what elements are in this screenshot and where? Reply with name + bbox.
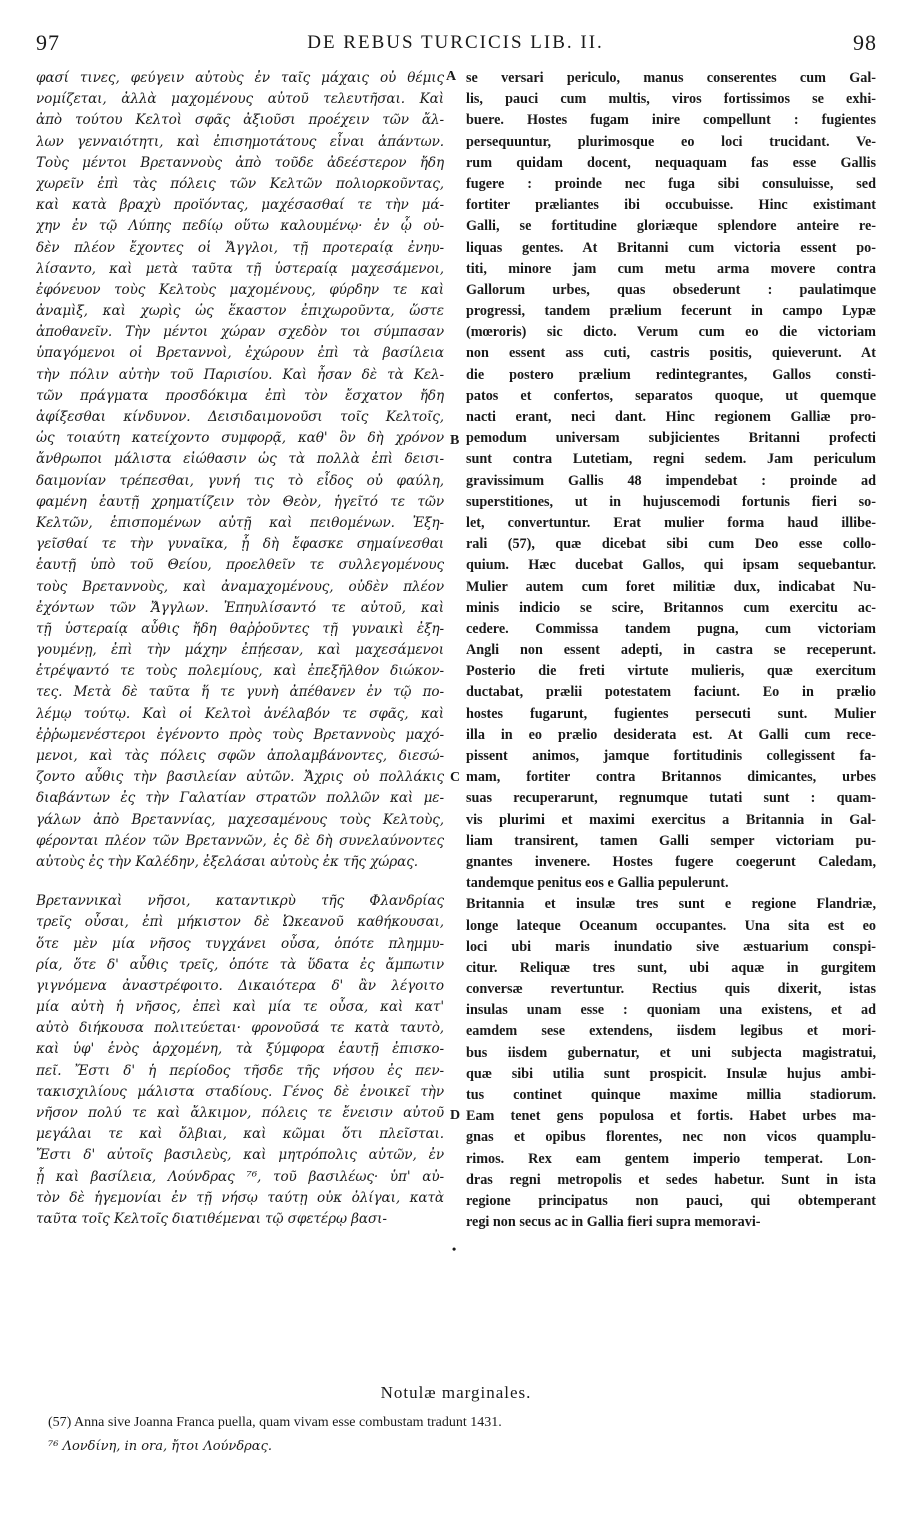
text-line: bus iisdem gubernatur, et uni subjecta magistratui, [466,1044,876,1061]
text-line: μεγάλαι τε καὶ ὄλβιαι, καὶ κῶμαι ὅτι πλεῖσται. [36,1126,444,1143]
paragraph-gap [36,873,444,891]
margin-marker-d: D [450,1108,461,1123]
margin-marker-b: B [450,433,460,448]
text-line: χωρεῖν ἐπὶ τὰς πόλεις τῶν Κελτῶν πολιορκοῦντας, [36,175,444,192]
text-line: Mulier autem cum foret militiæ dux, indicabat Nu- [466,578,876,595]
text-line: non essent ass cuti, castris positis, quieverunt. At [466,345,876,362]
text-line: eamdem sese extendens, iisdem legibus et mori- [466,1023,876,1040]
text-line: ζοντο αὖθις τὴν βασιλείαν αὐτῶν. Ἄχρις οὐ πολλάκις [36,769,444,786]
text-line: Τοὺς μέντοι Βρεταννοὺς ἀπὸ τοῦδε ἀδεέστερον ἤδη [36,154,444,171]
text-line: illa in eo prælio desiderata est. At Galli cum rece- [466,726,876,743]
text-line: τρεῖς οὖσαι, ἐπὶ μήκιστον δὲ Ὠκεανοῦ καθήκουσαι, [36,914,444,931]
text-line: regione principatus non pauci, qui obtemperant [466,1192,876,1209]
text-line: μία αὐτὴ ἡ νῆσος, ἐπεὶ καὶ μία τε οὖσα, καὶ κατ' [36,999,444,1016]
notes-title: Notulæ marginales. [380,1383,532,1402]
text-line: ὡς τοιαύτη κατείχοντο συμφορᾷ, καθ' ὃν δὴ χρόνον [36,430,444,447]
text-line: δὲν πλέον ἔχοντες οἱ Ἄγγλοι, τῇ προτεραίᾳ ἐνηυ- [36,239,444,256]
text-line: λέμῳ τούτῳ. Καὶ οἱ Κελτοὶ ἀνέλαβόν τε σφᾶς, καὶ [36,705,444,722]
text-line: χην ἐν τῷ Λύπης πεδίῳ οὕτω καλουμένῳ· ἐν ᾧ οὐ- [36,218,444,235]
text-line: fugere : proinde nec fuga sibi consuluisse, sed [466,175,876,192]
text-line: λων γενναιότητι, καὶ ἐπισημοτάτους εἶναι ἁπάντων. [36,133,444,150]
text-line: gnantes invenere. Hostes fugere coegerunt Caledam, [466,853,876,870]
text-line: rimos. Rex eam gentem imperio temperat. Lon- [466,1150,876,1167]
text-line: ἀφίξεσθαι κίνδυνον. Δεισιδαιμονοῦσι τοῖς Κελτοῖς, [36,409,444,425]
text-line: καὶ ὑφ' ἑνὸς ἀρχομένη, τὰ ξύμφορα ἑαυτῇ ἐπισκο- [36,1041,444,1058]
text-line: ductabat, prælii potestatem faciunt. Eo in prælio [466,684,876,701]
page-header [28,30,883,60]
text-line: rum quidam docent, nequaquam fas esse Gallis [466,154,876,171]
text-line: dras regni metropolis et sedes habetur. Sunt in ista [466,1171,876,1188]
margin-marker-dot: • [452,1242,457,1256]
text-line: mam, fortiter contra Britannos dimicantes, urbes [466,769,876,786]
text-line: nacti erant, neci dant. Hinc regionem Galliæ pro- [466,409,876,425]
text-line: superstitiones, ut in hujuscemodi fortunis fieri so- [466,493,876,510]
text-line: ἐχόντων τῶν Ἄγγλων. Ἐπηυλίσαντό τε αὐτοῦ, καὶ [36,599,444,616]
text-line: ἑαυτῇ ὑπὸ τοῦ Θείου, προελθεῖν τε συλλεγομένους [36,557,444,574]
text-line: Ἔστι δ' αὐτοῖς βασιλεὺς, καὶ μητρόπολις αὐτῶν, ἐν [36,1147,444,1164]
text-line: δαιμονίαν τρέπεσθαι, γυνή τις τὸ εἶδος οὐ φαύλη, [36,472,444,489]
text-line: liam transirent, tamen Galli semper victoriam pu- [466,832,876,849]
text-line: loci ubi maris inundatio sive æstuarium conspi- [466,938,876,955]
text-line: ταῦτα τοῖς Κελτοῖς διατιθέμεναι τῷ σφετέρῳ βασι- [36,1210,387,1227]
text-line: sunt contra Lutetiam, regni sedem. Jam periculum [466,451,876,468]
text-line: Galli, se fortitudine gloriæque splendore anteire re- [466,218,876,235]
text-line: φέρονται πλέον τῶν Βρεταννῶν, ἐς δὲ δὴ συνελαύνοντες [36,832,444,849]
text-line: ἐῤῥωμενέστεροι ἐγένοντο πρὸς τοὺς Βρεταννοὺς μαχό- [36,726,444,743]
footnote-57: (57) Anna sive Joanna Franca puella, quam vivam esse combustam tradunt 1431. [48,1415,502,1430]
text-line: vis plurimi et maximi exercitus a Britannia in Gal- [466,811,876,828]
text-line: ὅτε μὲν μία νῆσος τυγχάνει οὖσα, ὁπότε πλημμυ- [36,935,444,952]
text-line: lis, pauci cum multis, viros fortissimos se exhi- [466,91,876,108]
text-line: νῆσον πολύ τε καὶ ἄλκιμον, πόλεις τε ἔνεισιν αὐτοῦ [36,1105,444,1121]
text-line: καὶ κατὰ βραχὺ προϊόντας, μαχέσασθαί τε τὴν μά- [36,197,444,214]
text-line: pissent animos, jamque fortitudinis collegissent fa- [466,748,876,764]
text-line: ᾗ καὶ βασίλεια, Λούνδρας ⁷⁶, τοῦ βασιλέως· ὑπ' αὐ- [36,1168,444,1185]
text-line: αὐτοὺς ἐς τὴν Καλέδην, ἐξελάσαι αὐτοὺς ἐκ τῆς χώρας. [36,853,418,870]
page-number-right: 98 [853,30,877,55]
text-line: γεῖσθαί τε τὴν γυναῖκα, ᾗ δὴ ἔφασκε σημαίνεσθαι [36,536,444,553]
text-line: insulas unam esse : quoniam una existens, et ad [466,1002,876,1019]
text-line: διαβάντων ἐς τὴν Γαλατίαν στρατῶν πολλῶν καὶ με- [36,790,444,807]
page-number-left: 97 [36,30,60,55]
text-line: suas recuperarunt, regnumque tutati sunt : quam- [466,790,876,807]
text-line: ἀναμὶξ, καὶ χωρὶς ὡς ἕκαστον ἐπιχωροῦντα, ὥστε [36,303,444,320]
text-line: liquas gentes. At Britanni cum victoria essent po- [466,239,876,256]
text-line: rali (57), quæ dicebat sibi cum Deo esse collo- [466,536,876,553]
text-line: φασί τινες, φεύγειν αὐτοὺς ἐν ταῖς μάχαις οὐ θέμις [36,70,444,86]
text-line: ἄνθρωποι μάλιστα εἰώθασιν ὡς τὰ πολλὰ ἐπὶ δεισι- [36,451,444,468]
text-line: γιγνόμενα ἀναστρέφοιτο. Δικαιότερα δ' ἂν λέγοιτο [36,977,444,994]
text-line: let, convertuntur. Erat mulier forma haud illibe- [466,514,876,531]
text-line: μενοι, καὶ τὰς πόλεις σφῶν ἀπολαμβάνοντες, διεσώ- [36,748,444,764]
text-line: τακισχιλίους μάλιστα σταδίους. Γένος δὲ ἐνοικεῖ τὴν [36,1083,444,1100]
text-line: ἀποθανεῖν. Τὴν μέντοι χώραν σχεδὸν τοι σύμπασαν [36,324,444,341]
text-line: αὐτὸ διήκουσα πολιτεύεται· φρονοῦσά τε κατὰ ταυτὸ, [36,1020,444,1037]
text-line: se versari periculo, manus conserentes cum Gal- [466,70,876,86]
greek-column [36,68,444,1230]
text-line: longe lateque Oceanum occupantes. Una sita est eo [466,917,876,934]
margin-marker-c: C [450,770,461,785]
text-line: patos et confertos, separatos quoque, ut quemque [466,387,876,404]
text-line: regi non secus ac in Gallia fieri supra memoravi- [466,1214,761,1231]
text-line: Βρεταννικαὶ νῆσοι, καταντικρὺ τῆς Φλανδρίας [36,893,444,910]
text-line: Gallorum urbes, quas obsederunt : paulatimque [466,281,876,298]
text-line: fortiter præliantes ibi occubuisse. Hinc existimant [466,197,876,214]
text-line: ρία, ὅτε δ' αὖθις τρεῖς, ὁπότε τὰ ὕδατα ἐς ἄμπωτιν [36,956,444,973]
text-line: πεῖ. Ἔστι δ' ἡ περίοδος τῆσδε τῆς νήσου ἐς πεν- [36,1062,444,1079]
text-line: minis indicio se scire, Britannos cum exercitu ac- [466,599,876,616]
text-line: hostes fugarunt, fugientes persecuti sunt. Mulier [466,705,876,722]
text-line: titi, minore jam cum metu arma movere contra [466,260,876,277]
text-line: Eam tenet gens populosa et fortis. Habet urbes ma- [466,1108,876,1125]
text-line: ἐτρέψαντό τε τοὺς πολεμίους, καὶ ἐπεξῆλθον διώκον- [36,663,444,680]
footnote-76: ⁷⁶ Λονδίνη, in ora, ἤτοι Λούνδρας. [48,1439,272,1454]
text-line: τες. Μετὰ δὲ ταῦτα ἥ τε γυνὴ ἀπέθανεν ἐν τῷ πο- [36,684,444,701]
text-line: Angli non essent adepti, in castra se receperunt. [466,642,876,659]
text-line: γάλων ἀπὸ Βρεταννίας, μαχεσαμένους τοὺς Κελτοὺς, [36,811,444,828]
text-line: τὴν πόλιν αὐτὴν τοῦ Παρισίου. Καὶ ἦσαν δὲ τὰ Κελ- [36,366,444,383]
running-title: DE REBUS TURCICIS LIB. II. [307,32,604,53]
latin-column [466,68,876,1233]
text-line: Κελτῶν, ἑπισπομένων αὐτῇ καὶ πειθομένων. Ἐξη- [36,514,444,531]
text-line: (mœroris) sic dicto. Verum cum eo die victoriam [466,324,876,341]
text-line: ἐφόνευον τοὺς Κελτοὺς μαχομένους, φύρδην τε καὶ [36,281,444,298]
text-line: die postero prælium redintegrantes, Gallos consti- [466,366,876,383]
text-line: buere. Hostes fugam inire compellunt : fugientes [466,112,876,129]
margin-marker-a: A [446,69,457,84]
text-line: pemodum universam subjicientes Britanni profecti [466,430,876,447]
text-line: ἀπὸ τούτου Κελτοὶ σφᾶς ἀξιοῦσι προέχειν τῶν ἄλ- [36,112,444,129]
text-line: progressi, tandem prælium fecerunt in campo Lypæ [466,303,876,320]
text-line: φαμένη ἑαυτῇ χρηματίζειν τὸν Θεὸν, ἡγεῖτό τε τῶν [36,493,444,510]
text-line: γουμένῃ, ἐπὶ τὴν μάχην ἐπῄεσαν, καὶ μαχεσάμενοι [36,642,444,659]
text-line: Posterio die freti virtute mulieris, quæ exercitum [466,663,876,680]
text-line: conversæ revertuntur. Rectius quis dixerit, istas [466,981,876,998]
text-line: gnas et opibus florentes, nec non vicos quamplu- [466,1129,876,1146]
text-line: Britannia et insulæ tres sunt e regione Flandriæ, [466,896,876,913]
text-line: gravissimum Gallis 48 impendebat : proinde ad [466,472,876,489]
text-line: ὑπαγόμενοι οἱ Βρεταννοὶ, ἐχώρουν ἐπὶ τὰ βασίλεια [36,345,444,362]
text-line: τῇ ὑστεραίᾳ αὖθις ἤδη θαῤῥοῦντες τῇ γυναικὶ ἐξη- [36,620,444,637]
text-line: τὸν δὲ ἡγεμονίαι ἐν τῇ νήσῳ ταύτῃ οὐκ ὀλίγαι, κατὰ [36,1189,444,1206]
text-line: persequuntur, plurimosque eo loci trucidant. Ve- [466,133,876,150]
text-line: quium. Hæc ducebat Gallos, qui ipsam sequebantur. [466,557,876,574]
text-line: νομίζεται, ἀλλὰ μαχομένους αὐτοῦ τελευτῆσαι. Καὶ [36,91,444,108]
text-line: tus continet quinque maxime millia stadiorum. [466,1087,876,1103]
text-line: tandemque penitus eos e Gallia pepulerunt. [466,875,729,892]
text-line: τῶν πράγματα προσδόκιμα ἐπὶ τὸν ἔσχατον ἤδη [36,387,444,404]
text-line: citur. Reliquæ tres sunt, ubi aquæ in gurgitem [466,959,876,976]
text-line: λίσαντο, καὶ μετὰ ταῦτα τῇ ὑστεραίᾳ μαχεσάμενοι, [36,260,444,277]
text-line: cedere. Commissa tandem pugna, cum victoriam [466,620,876,637]
text-line: τοὺς Βρεταννοὺς, καὶ ἀναμαχομένους, οὐδὲν πλέον [36,578,444,595]
text-line: quæ sibi utilia sunt prospicit. Insulæ hujus ambi- [466,1065,876,1082]
marginal-notes [36,1383,876,1459]
